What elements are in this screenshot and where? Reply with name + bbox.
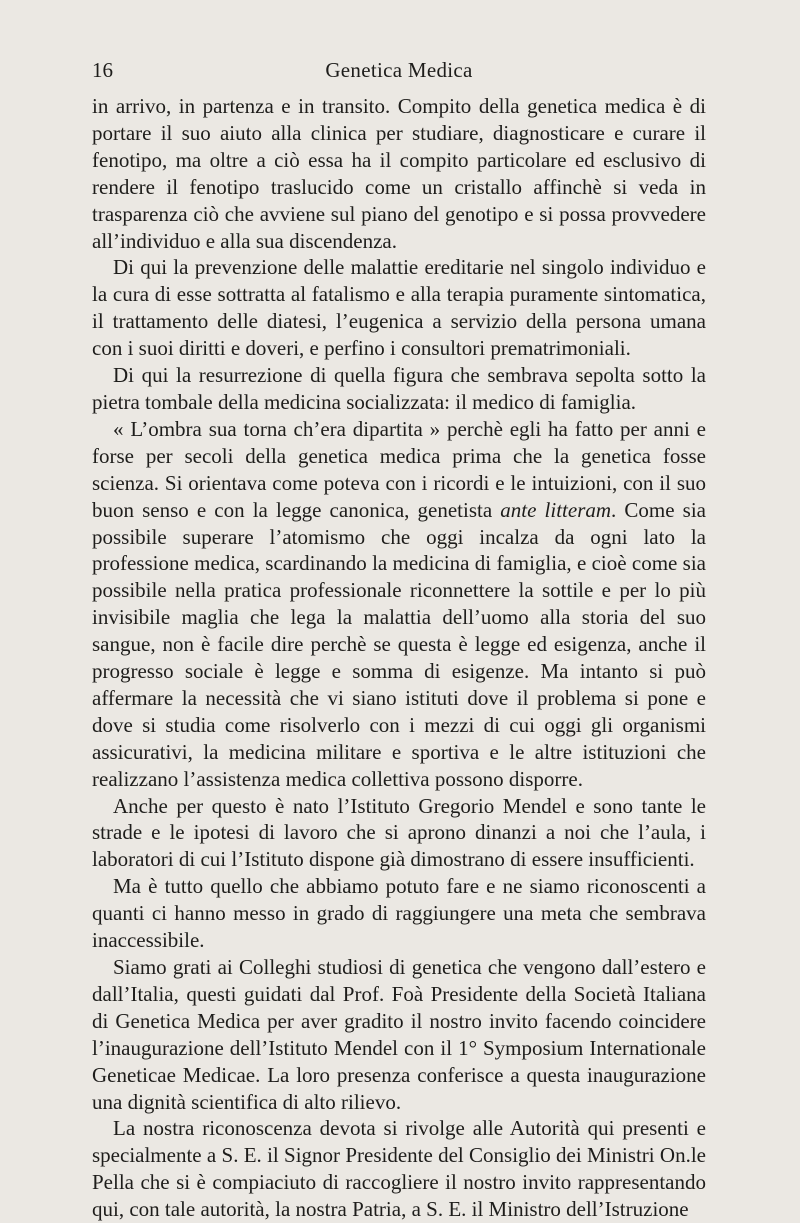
paragraph (92, 873, 706, 954)
paragraph-text: Di qui la resurrezione di quella figura che sembrava sepolta sotto la pietra tombale della medicina socializzata: il medico di famiglia. (92, 363, 706, 414)
italic-phrase: ante litteram (500, 497, 612, 522)
paragraph-text: . Come sia possibile superare l’atomismo che oggi incalza da ogni lato la professione medica, scardinando la medicina di famiglia, e cioè come sia possibile nella pratica professionale riconnettere la sottile e per lo più invisibile maglia che lega la malattia dell’uomo alla storia del suo sangue, non è facile dire perchè se questa è legge ed esigenza, anche il progresso sociale è legge e somma di esigenze. Ma intanto si può affermare la necessità che vi siano istituti dove il problema si pone e dove si studia come risolverlo con i mezzi di cui oggi gli organismi assicurativi, la medicina militare e sportiva e le altre istituzioni che realizzano l’assistenza medica collettiva possono disporre. (92, 497, 706, 791)
paragraph (92, 1115, 706, 1223)
paragraph (92, 254, 706, 362)
paragraph (92, 793, 706, 874)
paragraph-text: Anche per questo è nato l’Istituto Gregorio Mendel e sono tante le strade e le ipotesi di lavoro che si aprono dinanzi a noi che l’aula, i laboratori di cui l’Istituto dispone già dimostrano di essere insufficienti. (92, 793, 706, 872)
paragraph (92, 362, 706, 416)
page-number: 16 (92, 58, 113, 82)
paragraph-text: La nostra riconoscenza devota si rivolge alle Autorità qui presenti e specialmente a S. E. il Signor Presidente del Consiglio dei Ministri On.le Pella che si è compiaciuto di raccogliere il nostro invito rappresentando qui, con tale autorità, la nostra Patria, a S. E. il Ministro dell’Istruzione (92, 1116, 706, 1222)
body-text (92, 93, 706, 1223)
paragraph-text: « L’ombra sua torna ch’era dipartita » perchè egli ha fatto per anni e forse per secoli della genetica medica prima che la genetica fosse scienza. Si orientava come poteva con i ricordi e le intuizioni, con il suo buon senso e con la legge canonica, genetista (92, 416, 706, 522)
paragraph-text: Di qui la prevenzione delle malattie ereditarie nel singolo individuo e la cura di esse sottratta al fatalismo e alla terapia puramente sintomatica, il trattamento delle diatesi, l’eugenica a servizio della persona umana con i suoi diritti e doveri, e perfino i consultori prematrimoniali. (92, 255, 706, 361)
paragraph-text: Ma è tutto quello che abbiamo potuto fare e ne siamo riconoscenti a quanti ci hanno messo in grado di raggiungere una meta che sembrava inaccessibile. (92, 874, 706, 953)
paragraph (92, 416, 706, 793)
paragraph-continued (92, 93, 706, 254)
page-header (92, 58, 706, 88)
paragraph-text: Siamo grati ai Colleghi studiosi di genetica che vengono dall’estero e dall’Italia, questi guidati dal Prof. Foà Presidente della Società Italiana di Genetica Medica per aver gradito il nostro invito facendo coincidere l’inaugurazione dell’Istituto Mendel con il 1° Symposium Internationale Geneticae Medicae. La loro presenza conferisce a questa inaugurazione una dignità scientifica di alto rilievo. (92, 955, 706, 1114)
running-title: Genetica Medica (325, 58, 473, 82)
paragraph (92, 954, 706, 1115)
paragraph-text: in arrivo, in partenza e in transito. Compito della genetica medica è di portare il suo aiuto alla clinica per studiare, diagnosticare e curare il fenotipo, ma oltre a ciò essa ha il compito particolare ed esclusivo di rendere il fenotipo traslucido come un cristallo affinchè si veda in trasparenza ciò che avviene sul piano del genotipo e si possa provvedere all’individuo e alla sua discendenza. (92, 94, 706, 253)
